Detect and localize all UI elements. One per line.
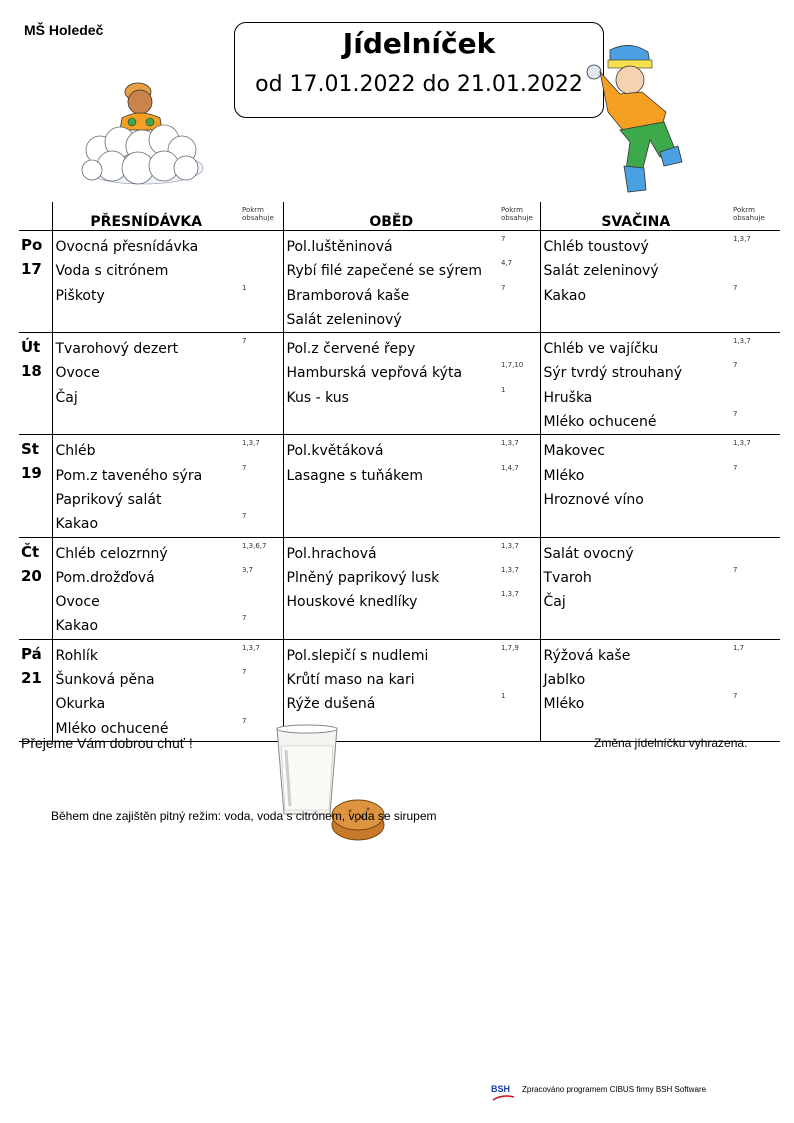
table-row <box>19 231 780 333</box>
menu-item: Voda s citrónem <box>55 263 169 280</box>
allergen-code: 7 <box>733 463 738 472</box>
wish-text: Přejeme Vám dobrou chuť ! <box>21 735 193 751</box>
allergen-code <box>733 488 780 512</box>
menu-item: Ovocná přesnídávka <box>55 239 199 255</box>
menu-item: Pol.hrachová <box>286 545 377 562</box>
lunch-allergens-cell <box>499 639 540 741</box>
menu-item: Mléko <box>543 696 585 713</box>
menu-item: Salát zeleninový <box>543 263 659 280</box>
lunch-cell <box>283 333 499 435</box>
menu-item: Chléb <box>55 443 96 460</box>
menu-item: Plněný paprikový lusk <box>286 569 440 586</box>
allergen-code: 1 <box>242 283 247 292</box>
allergen-code <box>242 692 283 716</box>
allergen-code <box>242 361 283 385</box>
menu-item: Salát ovocný <box>543 545 634 562</box>
snow-wall-child-illustration <box>78 70 208 190</box>
menu-item: Čaj <box>543 594 566 611</box>
snack-cell <box>540 639 731 741</box>
allergen-code: 1,4,7 <box>501 463 519 472</box>
lunch-cell <box>283 231 499 333</box>
breakfast-allergens-cell <box>240 435 283 537</box>
allergen-code: 1,7 <box>733 643 745 652</box>
menu-item: Šunková pěna <box>55 672 155 689</box>
table-row <box>19 435 780 537</box>
breakfast-cell <box>52 333 240 435</box>
school-name: MŠ Holedeč <box>24 22 104 38</box>
allergen-code: 1,3,7 <box>501 565 519 574</box>
allergen-code <box>733 590 780 614</box>
allergen-code <box>733 542 780 566</box>
allergen-code: 1,3,6,7 <box>242 541 267 550</box>
allergen-code: 1,3,7 <box>242 643 260 652</box>
day-cell <box>19 435 52 537</box>
date-range: od 17.01.2022 do 21.01.2022 <box>255 72 583 97</box>
allergen-code: 7 <box>242 512 247 521</box>
lunch-allergens-cell <box>499 333 540 435</box>
allergen-code <box>242 590 283 614</box>
menu-item: Tvaroh <box>543 569 592 586</box>
day-cell <box>19 231 52 333</box>
footer-text: Zpracováno programem CIBUS firmy BSH Software <box>522 1085 707 1094</box>
allergen-code <box>733 386 780 410</box>
allergen-code <box>242 488 283 512</box>
day-label: Pá <box>21 644 42 663</box>
allergen-code: 7 <box>733 565 738 574</box>
bsh-logo-text: BSH <box>491 1084 511 1094</box>
allergen-code: 1,7,10 <box>501 361 524 370</box>
menu-item: Krůtí maso na kari <box>286 672 415 689</box>
menu-item: Rybí filé zapečené se sýrem <box>286 263 483 280</box>
snack-allergens-cell <box>731 231 780 333</box>
breakfast-cell <box>52 639 240 741</box>
breakfast-cell <box>52 231 240 333</box>
header-allergens-lunch: Pokrm obsahuje <box>499 202 540 231</box>
menu-item: Chléb ve vajíčku <box>543 341 659 358</box>
allergen-code: 7 <box>501 235 506 243</box>
menu-item: Mléko ochucené <box>543 414 657 431</box>
menu-item: Salát zeleninový <box>286 311 402 328</box>
menu-item: Mléko <box>543 467 585 484</box>
day-date: 20 <box>21 566 42 585</box>
snack-cell <box>540 333 731 435</box>
menu-item: Sýr tvrdý strouhaný <box>543 365 683 382</box>
menu-item: Ovoce <box>55 365 100 382</box>
day-cell <box>19 333 52 435</box>
day-date: 18 <box>21 362 42 381</box>
day-label: Út <box>21 338 41 357</box>
allergen-code: 3,7 <box>242 565 254 574</box>
allergen-code: 1 <box>501 385 506 394</box>
snack-allergens-cell <box>731 639 780 741</box>
menu-item: Tvarohový dezert <box>55 341 179 358</box>
allergen-code: 1,3,7 <box>733 439 751 448</box>
menu-item: Bramborová kaše <box>286 287 410 304</box>
menu-item: Jablko <box>543 672 586 689</box>
day-date: 19 <box>21 464 42 483</box>
snack-allergens-cell <box>731 435 780 537</box>
allergen-code <box>501 337 540 361</box>
allergen-code: 7 <box>242 716 247 725</box>
table-row <box>19 537 780 639</box>
allergen-code: 7 <box>242 614 247 623</box>
menu-item: Okurka <box>55 696 106 713</box>
day-date: 21 <box>21 668 42 687</box>
header-row <box>19 202 780 231</box>
header-day <box>19 202 52 231</box>
allergen-code: 7 <box>733 283 738 292</box>
menu-item: Pom.z taveného sýra <box>55 467 203 484</box>
header-allergens-snack: Pokrm obsahuje <box>731 202 780 231</box>
menu-item: Lasagne s tuňákem <box>286 467 423 484</box>
bsh-logo <box>490 1082 518 1104</box>
lunch-allergens-cell <box>499 435 540 537</box>
menu-item: Houskové knedlíky <box>286 594 418 611</box>
menu-item: Hamburská vepřová kýta <box>286 365 463 382</box>
breakfast-allergens-cell <box>240 537 283 639</box>
allergen-code: 1,3,7 <box>242 439 260 448</box>
day-date: 17 <box>21 260 42 278</box>
allergen-code: 1,7,9 <box>501 643 519 652</box>
allergen-code <box>501 308 540 332</box>
snack-cell <box>540 231 731 333</box>
menu-item: Čaj <box>55 389 78 406</box>
day-label: Po <box>21 236 43 254</box>
header-breakfast: PŘESNÍDÁVKA <box>52 202 240 231</box>
allergen-code: 7 <box>733 361 738 370</box>
snack-cell <box>540 435 731 537</box>
snowball-kid-illustration <box>580 42 690 197</box>
allergen-code: 1 <box>501 692 506 701</box>
allergen-code <box>733 259 780 283</box>
snack-allergens-cell <box>731 333 780 435</box>
snack-allergens-cell <box>731 537 780 639</box>
day-cell <box>19 537 52 639</box>
page-title: Jídelníček <box>342 27 496 60</box>
menu-item: Mléko ochucené <box>55 720 169 737</box>
breakfast-allergens-cell <box>240 231 283 333</box>
menu-item: Paprikový salát <box>55 491 162 508</box>
breakfast-cell <box>52 435 240 537</box>
allergen-code: 7 <box>242 463 247 472</box>
allergen-code <box>242 386 283 410</box>
menu-item: Makovec <box>543 443 605 460</box>
menu-item: Hroznové víno <box>543 491 644 508</box>
lunch-cell <box>283 537 499 639</box>
allergen-code: 1,3,7 <box>733 337 751 346</box>
lunch-cell <box>283 435 499 537</box>
allergen-code <box>242 259 283 283</box>
menu-item: Pol.luštěninová <box>286 239 393 255</box>
allergen-code: 1,3,7 <box>501 590 519 599</box>
menu-item: Pol.slepičí s nudlemi <box>286 647 429 664</box>
allergen-code: 7 <box>242 337 247 346</box>
menu-item: Chléb toustový <box>543 239 649 255</box>
day-cell <box>19 639 52 741</box>
header-snack: SVAČINA <box>540 202 731 231</box>
lunch-allergens-cell <box>499 231 540 333</box>
breakfast-cell <box>52 537 240 639</box>
drinking-regime-text: Během dne zajištěn pitný režim: voda, voda s citrónem, voda se sirupem <box>51 809 437 823</box>
menu-item: Pol.z červené řepy <box>286 341 416 358</box>
table-row <box>19 639 780 741</box>
allergen-code <box>501 668 540 692</box>
allergen-code: 1,3,7 <box>733 235 751 243</box>
table-row <box>19 333 780 435</box>
menu-item: Ovoce <box>55 594 100 611</box>
day-label: St <box>21 440 39 459</box>
menu-item: Kakao <box>55 618 99 635</box>
allergen-code: 1,3,7 <box>501 439 519 448</box>
allergen-code: 7 <box>733 410 738 419</box>
change-note: Změna jídelníčku vyhrazena. <box>594 736 748 750</box>
menu-table <box>19 202 780 742</box>
header-allergens-breakfast: Pokrm obsahuje <box>240 202 283 231</box>
menu-item: Kakao <box>55 516 99 533</box>
menu-item: Rýžová kaše <box>543 647 631 664</box>
menu-item: Chléb celozrnný <box>55 545 168 562</box>
allergen-code <box>733 668 780 692</box>
breakfast-allergens-cell <box>240 333 283 435</box>
menu-item: Kakao <box>543 287 587 304</box>
day-label: Čt <box>21 542 40 561</box>
allergen-code: 7 <box>501 283 506 292</box>
menu-item: Kus - kus <box>286 389 349 406</box>
allergen-code <box>242 235 283 259</box>
allergen-code: 1,3,7 <box>501 541 519 550</box>
header-lunch: OBĚD <box>283 202 499 231</box>
menu-item: Pol.květáková <box>286 443 384 460</box>
menu-item: Piškoty <box>55 287 105 304</box>
allergen-code: 7 <box>242 668 247 677</box>
lunch-allergens-cell <box>499 537 540 639</box>
menu-item: Rýže dušená <box>286 696 376 713</box>
allergen-code: 7 <box>733 692 738 701</box>
allergen-code: 4,7 <box>501 259 513 268</box>
snack-cell <box>540 537 731 639</box>
menu-item: Hruška <box>543 389 593 406</box>
menu-item: Rohlík <box>55 647 98 664</box>
menu-item: Pom.drožďová <box>55 569 155 586</box>
